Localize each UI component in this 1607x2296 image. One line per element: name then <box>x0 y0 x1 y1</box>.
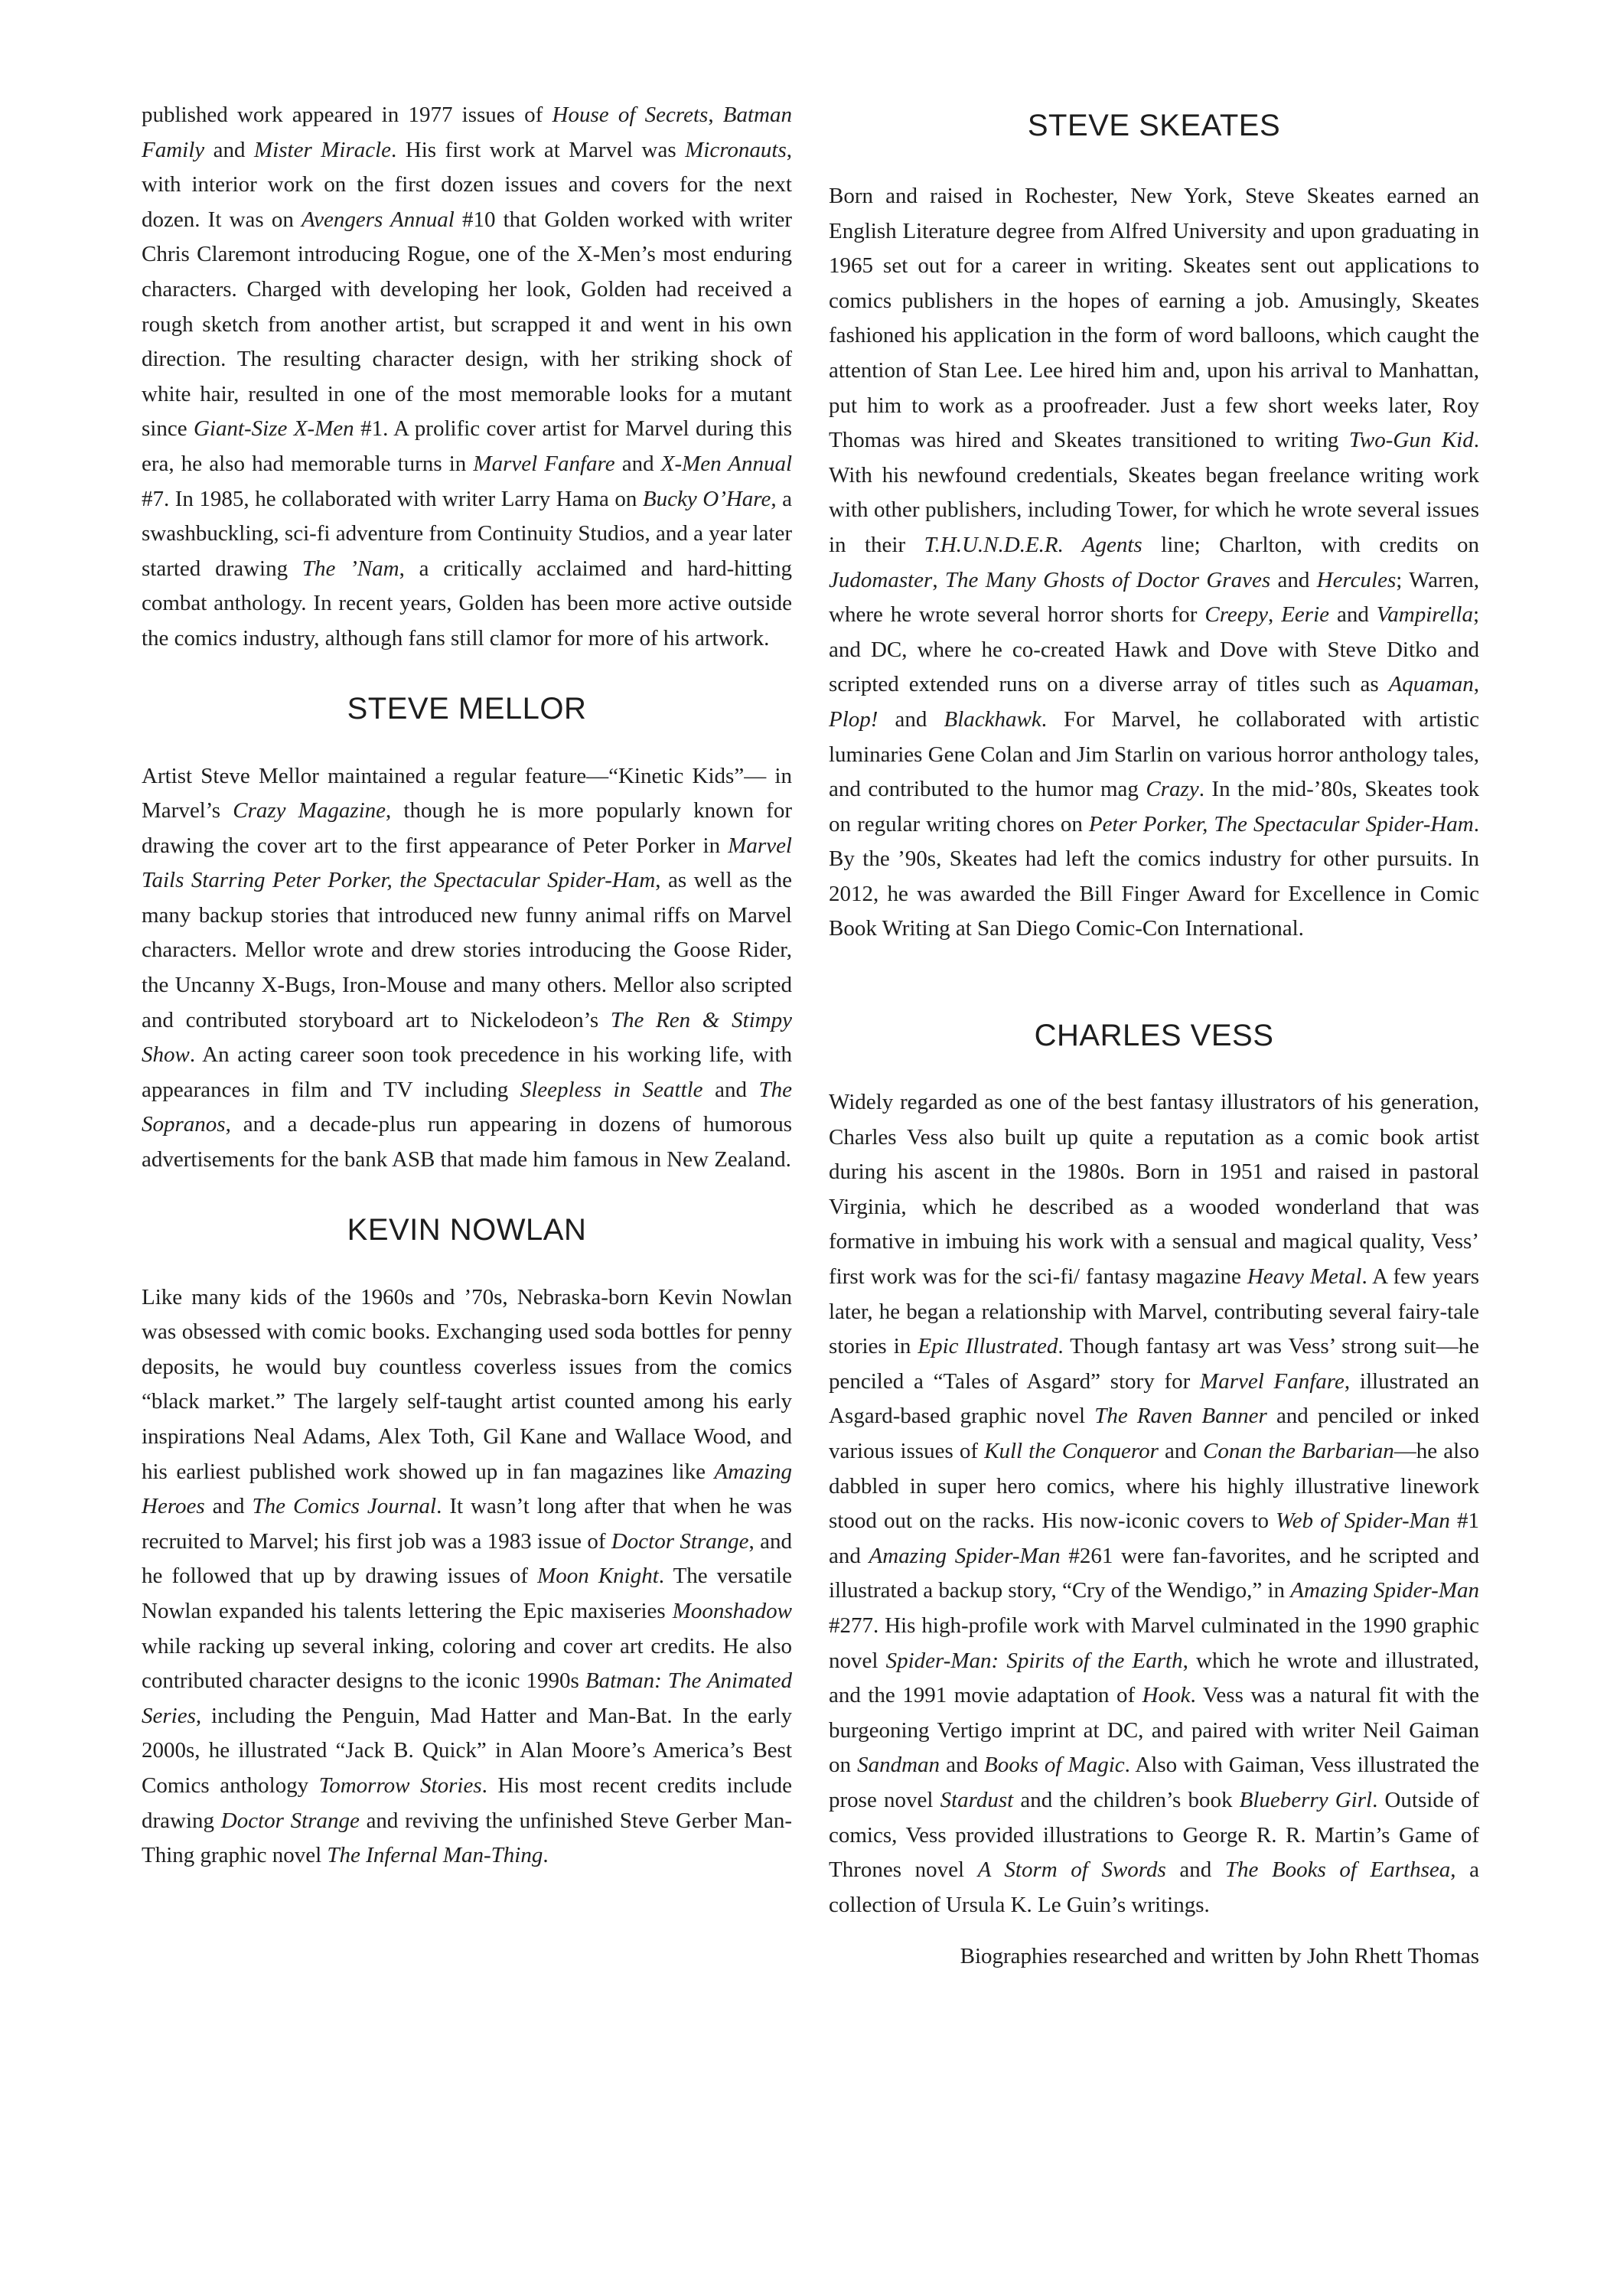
text-run: . In the mid-’80s, Skeates took on regular writing chores on <box>829 777 1479 837</box>
steve-skeates-bio <box>829 179 1479 947</box>
text-run: #1. A prolific cover artist for Marvel during this era, he also had memorable turns in <box>142 416 792 476</box>
italic-title: Doctor Strange <box>220 1808 360 1833</box>
text-run: and <box>1158 1439 1203 1463</box>
text-run: , a swashbuckling, sci-fi adventure from Continuity Studios, and a year later started drawing <box>142 486 793 581</box>
italic-title: Bucky O’Hare <box>642 486 771 511</box>
italic-title: Epic Illustrated <box>918 1334 1058 1359</box>
text-run: , a collection of Ursula K. Le Guin’s writings. <box>829 1857 1479 1917</box>
italic-title: Conan the Barbarian <box>1202 1439 1394 1463</box>
italic-title: Marvel Tails Starring Peter Porker, the Spectacular Spider-Ham <box>142 833 792 893</box>
text-run: Widely regarded as one of the best fantasy illustrators of his generation, Charles Vess also built up quite a reputation as a comic book artist during his ascent in the 1980s. Born in 1951 and raised in pastoral Virginia, which he described as a wooded wonderland that was formative in imbuing his work with a sensual and magical quality, Vess’ first work was for the sci-fi/ fantasy magazine <box>829 1090 1479 1290</box>
italic-title: The Sopranos <box>142 1077 792 1137</box>
text-run: , with interior work on the first dozen issues and covers for the next dozen. It was on <box>142 137 793 232</box>
italic-title: Sandman <box>857 1753 940 1778</box>
text-run: . Vess was a natural fit with the burgeoning Vertigo imprint at DC, and paired with writer Neil Gaiman on <box>829 1683 1479 1778</box>
text-run: , and he followed that up by drawing issues of <box>142 1528 793 1589</box>
text-run: Artist Steve Mellor maintained a regular feature—“Kinetic Kids”— in Marvel’s <box>142 763 792 823</box>
italic-title: Batman: The Animated Series <box>142 1668 792 1728</box>
text-run: and <box>1329 602 1377 628</box>
italic-title: A Storm of Swords <box>977 1857 1166 1883</box>
italic-title: Crazy Magazine <box>233 798 386 823</box>
text-run: . His most recent credits include drawing <box>142 1773 792 1833</box>
italic-title: Crazy <box>1146 777 1199 802</box>
italic-title: House of Secrets <box>552 103 709 127</box>
text-run: . Also with Gaiman, Vess illustrated the prose novel <box>829 1753 1480 1812</box>
text-run: ; and DC, where he co-created Hawk and Dove with Steve Ditko and scripted extended runs on a diverse array of titles such as <box>829 602 1480 697</box>
text-run: , including the Penguin, Mad Hatter and Man-Bat. In the early 2000s, he illustrated “Jack B. Quick” in Alan Moore’s America’s Best Comics anthology <box>142 1703 792 1798</box>
italic-title: Doctor Strange <box>611 1528 749 1554</box>
text-run: while racking up several inking, coloring and cover art credits. He also contributed character designs to the iconic 1990s <box>142 1633 792 1694</box>
italic-title: Hook <box>1142 1683 1191 1708</box>
italic-title: Kull the Conqueror <box>984 1439 1159 1463</box>
text-run: and the children’s book <box>1013 1787 1240 1812</box>
italic-title: The ’Nam <box>302 556 399 581</box>
text-run: and <box>204 1494 253 1519</box>
italic-title: Stardust <box>940 1787 1014 1812</box>
text-run: and <box>878 706 944 732</box>
section-heading-charles-vess: CHARLES VESS <box>1034 1019 1274 1053</box>
right-column <box>829 98 1479 1975</box>
text-run: . With his newfound credentials, Skeates began freelance writing work with other publishers, including Tower, for which he wrote several issues in their <box>829 428 1479 557</box>
text-run: #10 that Golden worked with writer Chris Claremont introducing Rogue, one of the X-Men’s most enduring characters. Charged with developing her look, Golden had received a rough sketch from another artist, but scrapped it and went in his own direction. The resulting character design, with her striking shock of white hair, resulted in one of the most memorable looks for a mutant since <box>142 207 792 442</box>
text-run: . By the ’90s, Skeates had left the comics industry for other pursuits. In 2012, he was awarded the Bill Finger Award for Excellence in Comic Book Writing at San Diego Comic-Con International. <box>829 811 1479 941</box>
italic-title: Spider-Man: Spirits of the Earth <box>885 1648 1183 1673</box>
text-run: . His first work at Marvel was <box>391 137 686 162</box>
text-run: . For Marvel, he collaborated with artistic luminaries Gene Colan and Jim Starlin on various horror anthology tales, and contributed to the humor mag <box>829 706 1480 802</box>
text-run: Born and raised in Rochester, New York, Steve Skeates earned an English Literature degree from Alfred University and upon graduating in 1965 set out for a career in writing. Skeates sent out applications to comics publishers in the hopes of earning a job. Amusingly, Skeates fashioned his application in the form of word balloons, which caught the attention of Stan Lee. Lee hired him and, upon his arrival to Manhattan, put him to work as a proofreader. Just a few short weeks later, Roy Thomas was hired and Skeates transitioned to writing <box>829 184 1479 453</box>
italic-title: Avengers Annual <box>302 207 455 232</box>
italic-title: Mister Miracle <box>254 137 392 162</box>
text-run: #7. In 1985, he collaborated with writer Larry Hama on <box>142 486 643 511</box>
italic-title: Moonshadow <box>672 1598 792 1623</box>
charles-vess-bio <box>829 1085 1479 1923</box>
text-run: and reviving the unfinished Steve Gerber Man-Thing graphic novel <box>142 1808 792 1868</box>
italic-title: Batman Family <box>142 103 792 162</box>
section-heading-steve-mellor: STEVE MELLOR <box>347 691 587 726</box>
italic-title: Peter Porker, The Spectacular Spider-Ham <box>1088 811 1474 837</box>
text-run: . A few years later, he began a relationship with Marvel, contributing several fairy-tale stories in <box>829 1264 1480 1359</box>
italic-title: The Infernal Man-Thing <box>327 1843 543 1868</box>
text-run: , illustrated an Asgard-based graphic novel <box>829 1368 1479 1429</box>
text-run: . An acting career soon took precedence in his working life, with appearances in film and TV including <box>142 1042 792 1102</box>
italic-title: Blackhawk <box>944 706 1041 732</box>
text-run: , <box>1268 602 1282 628</box>
section-heading-kevin-nowlan: KEVIN NOWLAN <box>347 1212 587 1247</box>
text-run: , <box>1473 672 1479 697</box>
text-run: , though he is more popularly known for drawing the cover art to the first appearance of Peter Porker in <box>142 798 792 858</box>
text-run: and <box>1270 567 1317 592</box>
left-column <box>142 98 792 1874</box>
text-run: Like many kids of the 1960s and ’70s, Nebraska-born Kevin Nowlan was obsessed with comic books. Exchanging used soda bottles for penny deposits, he would buy countless coverless issues from the comics “black market.” The largely self-taught artist counted among his early inspirations Neal Adams, Alex Toth, Gil Kane and Wallace Wood, and his earliest published work showed up in fan magazines like <box>142 1284 792 1484</box>
text-run: , <box>932 567 945 592</box>
text-run: . Though fantasy art was Vess’ strong suit—he penciled a “Tales of Asgard” story for <box>829 1334 1479 1394</box>
text-run: , a critically acclaimed and hard-hitting combat anthology. In recent years, Golden has been more active outside the comics industry, although fans still clamor for more of his artwork. <box>142 556 792 651</box>
italic-title: Aquaman <box>1388 672 1474 697</box>
italic-title: Marvel Fanfare <box>1200 1368 1345 1394</box>
italic-title: Books of Magic <box>984 1753 1125 1778</box>
italic-title: Eerie <box>1281 602 1330 628</box>
text-run: and <box>1165 1857 1225 1883</box>
italic-title: Marvel Fanfare <box>473 451 615 476</box>
italic-title: Amazing Spider-Man <box>1290 1578 1479 1603</box>
golden-bio-continued <box>142 98 792 657</box>
italic-title: The Books of Earthsea <box>1224 1857 1451 1883</box>
text-run: line; Charlton, with credits on <box>1142 532 1480 557</box>
italic-title: Hercules <box>1316 567 1397 592</box>
steve-mellor-bio <box>142 759 792 1178</box>
italic-title: Vampirella <box>1376 602 1473 628</box>
text-run: , which he wrote and illustrated, and the 1991 movie adaptation of <box>829 1648 1479 1708</box>
text-run: and <box>614 451 661 476</box>
text-run: #277. His high-profile work with Marvel culminated in the 1990 graphic novel <box>829 1613 1479 1673</box>
italic-title: Micronauts <box>685 137 787 162</box>
italic-title: Moon Knight <box>537 1564 659 1589</box>
italic-title: The Many Ghosts of Doctor Graves <box>944 567 1271 592</box>
italic-title: Plop! <box>829 706 878 732</box>
italic-title: T.H.U.N.D.E.R. Agents <box>924 532 1143 557</box>
italic-title: Tomorrow Stories <box>318 1773 482 1798</box>
italic-title: Blueberry Girl <box>1239 1787 1373 1812</box>
text-run: #261 were fan-favorites, and he scripted and illustrated a backup story, “Cry of the Wendigo,” in <box>829 1543 1480 1603</box>
italic-title: Amazing Spider-Man <box>869 1543 1061 1568</box>
italic-title: Creepy <box>1204 602 1269 628</box>
author-credit: Biographies researched and written by John Rhett Thomas <box>960 1944 1479 1969</box>
italic-title: Heavy Metal <box>1247 1264 1362 1290</box>
italic-title: Amazing Heroes <box>142 1459 792 1519</box>
italic-title: The Comics Journal <box>252 1494 437 1519</box>
text-run: and <box>204 137 255 162</box>
text-run: —he also dabbled in super hero comics, where his highly illustrative linework stood out on the racks. His now-iconic covers to <box>829 1439 1479 1534</box>
italic-title: X-Men Annual <box>660 451 792 476</box>
text-run: published work appeared in 1977 issues of <box>142 103 553 127</box>
italic-title: Sleepless in Seattle <box>520 1077 703 1102</box>
text-run: #1 and <box>829 1508 1479 1568</box>
kevin-nowlan-bio <box>142 1280 792 1874</box>
italic-title: Giant-Size X-Men <box>193 416 354 442</box>
text-run: . <box>543 1843 549 1868</box>
italic-title: Judomaster <box>829 567 933 592</box>
text-run: . It wasn’t long after that when he was recruited to Marvel; his first job was a 1983 issue of <box>142 1494 793 1554</box>
text-run: and penciled or inked various issues of <box>829 1404 1479 1463</box>
text-run: , as well as the many backup stories that introduced new funny animal riffs on Marvel characters. Mellor wrote and drew stories introducing the Goose Rider, the Uncanny X-Bugs, Iron-Mouse and many others. Mellor also scripted and contributed storyboard art to Nickelodeon’s <box>142 868 792 1032</box>
text-run: and <box>702 1077 759 1102</box>
text-run: and <box>940 1753 984 1778</box>
text-run: . Outside of comics, Vess provided illustrations to George R. R. Martin’s Game of Thrones novel <box>829 1787 1480 1883</box>
text-run: , and a decade-plus run appearing in dozens of humorous advertisements for the bank ASB that made him famous in New Zealand. <box>142 1112 792 1172</box>
section-heading-steve-skeates: STEVE SKEATES <box>1027 109 1281 142</box>
italic-title: The Raven Banner <box>1094 1404 1267 1429</box>
italic-title: The Ren & Stimpy Show <box>142 1007 792 1068</box>
italic-title: Web of Spider-Man <box>1276 1508 1450 1534</box>
text-run: . The versatile Nowlan expanded his talents lettering the Epic maxiseries <box>142 1564 792 1623</box>
italic-title: Two-Gun Kid <box>1348 428 1474 453</box>
text-run: ; Warren, where he wrote several horror shorts for <box>829 567 1479 628</box>
text-run: , <box>708 103 723 127</box>
